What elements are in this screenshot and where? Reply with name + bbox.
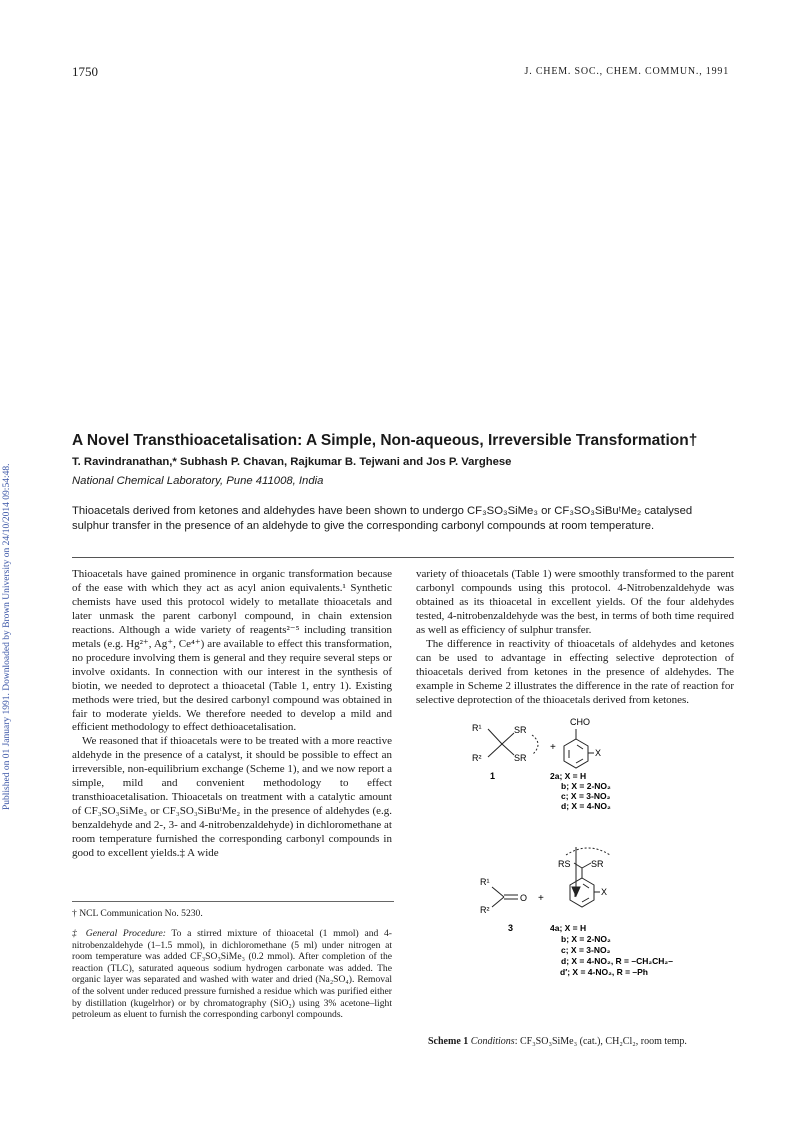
sr-top-label: SR xyxy=(514,725,527,735)
list-4-item: c; X = 3-NO₂ xyxy=(561,945,611,955)
authors: T. Ravindranathan,* Subhash P. Chavan, Rajkumar B. Tejwani and Jos P. Varghese xyxy=(72,456,512,468)
list-2-item: c; X = 3-NO₂ xyxy=(561,791,611,801)
caption-text: : CF₃SO₃SiMe₃ (cat.), CH₂Cl₂, room temp. xyxy=(514,1036,687,1047)
abstract: Thioacetals derived from ketones and aldehydes have been shown to undergo CF₃SO₃SiMe₃ or CF₃SO₃SiBuᵗMe₂ catalysed sulphur transfer in the presence of an aldehyde to give the corresponding carbonyl compounds at room temperature. xyxy=(72,505,693,533)
list-2-item: 2a; X = H xyxy=(550,771,587,781)
list-4-item: d; X = 4-NO₂, R = –CH₂CH₂– xyxy=(561,956,673,966)
compound-3-label: 3 xyxy=(508,923,514,933)
r2-label: R² xyxy=(480,905,490,915)
footnote-label: ‡ General Procedure: xyxy=(72,928,166,939)
plus-sign: + xyxy=(550,742,556,753)
scheme-caption xyxy=(428,1036,687,1047)
footnote-general-procedure xyxy=(72,928,392,1021)
r1-label: R¹ xyxy=(472,723,482,733)
right-column xyxy=(416,568,734,708)
scheme-drawing xyxy=(470,717,710,1043)
oxygen-label: O xyxy=(520,893,528,903)
journal-header: J. CHEM. SOC., CHEM. COMMUN., 1991 xyxy=(524,66,729,77)
left-column xyxy=(72,568,392,861)
r1-label: R¹ xyxy=(480,877,490,887)
paragraph: The difference in reactivity of thioacetals of aldehydes and ketones can be used to advantage in effecting selective deprotection of thioacetals derived from ketones in the presence of aldehydes. The example in Scheme 2 illustrates the difference in the rate of reaction for selective deprotection of the thioacetals derived from ketones. xyxy=(416,637,734,706)
x-label: X xyxy=(601,887,608,897)
r2-label: R² xyxy=(472,753,482,763)
paragraph: variety of thioacetals (Table 1) were smoothly transformed to the parent carbonyl compounds using this protocol. 4-Nitrobenzaldehyde was obtained as its thioacetal in excellent yields. Of the four aldehydes tested, 4-nitrobenzaldehyde was the best, in terms of both time required as well as efficiency of sulphur transfer. xyxy=(416,568,734,636)
scheme-1 xyxy=(470,717,710,1043)
x-label: X xyxy=(595,748,602,758)
footnote-dagger: † NCL Communication No. 5230. xyxy=(72,908,203,919)
plus-sign: + xyxy=(538,893,544,904)
sr-product-label: SR xyxy=(591,859,604,869)
side-watermark xyxy=(2,270,14,810)
footnote-rule xyxy=(72,901,394,902)
cho-label: CHO xyxy=(570,717,590,727)
paragraph: Thioacetals have gained prominence in organic transformation because of the ease with which they act as acyl anion equivalents.¹ Synthetic chemists have used this protocol widely to metallate thioacetals and later unmask the parent carbonyl compound, in chain extension reactions. Although a wide variety of reagents²⁻⁵ including transition metals (e.g. Hg²⁺, Ag⁺, Ce⁴⁺) are available to effect this transformation, no procedure involving them is general and they require several steps or involve oxidants. In connection with our interest in the synthesis of biotin, we needed to deprotect a thioacetal (Table 1, entry 1). Existing methods were tried, but the desired carbonyl compound was obtained in fair to moderate yields. We therefore needed to develop a mild and efficient methodology to effect dethioacetalisation. xyxy=(72,568,392,734)
affiliation: National Chemical Laboratory, Pune 411008, India xyxy=(72,475,324,487)
list-4-item: d′; X = 4-NO₂, R = –Ph xyxy=(560,967,649,977)
sr-bottom-label: SR xyxy=(514,753,527,763)
compound-1-label: 1 xyxy=(490,771,496,781)
abstract-rule xyxy=(72,557,734,558)
list-4-item: 4a; X = H xyxy=(550,923,587,933)
footnote-text: To a stirred mixture of thioacetal (1 mmol) and 4-nitrobenzaldehyde (1–1.5 mmol), in dichloromethane (5 ml) under nitrogen at room temperature was added CF₃SO₃SiMe₃ (0.2 mmol). After completion of the reaction (TLC), saturated aqueous sodium hydrogen carbonate was added. The organic layer was separated and washed with water and dried (Na₂SO₄). Removal of the solvent under reduced pressure furnished a residue which was purified either by distillation (kugelrhor) or by chromatography (SiO₂) using 3% acetone–light petroleum as eluent to furnish the corresponding carbonyl compounds. xyxy=(72,928,392,1021)
rs-label: RS xyxy=(558,859,571,869)
list-4-item: b; X = 2-NO₂ xyxy=(561,934,611,944)
list-2-item: d; X = 4-NO₂ xyxy=(561,801,611,811)
side-text: Published on 01 January 1991. Downloaded by Brown University on 24/10/2014 09:54:48. xyxy=(2,463,12,810)
paragraph: We reasoned that if thioacetals were to be treated with a more reactive aldehyde in the presence of a catalyst, it should be possible to effect an irreversible, non-equilibrium exchange (Scheme 1), and we now report a simple, mild and convenient methodology to effect transthioacetalisation. Thioacetals on treatment with a catalytic amount of CF₃SO₃SiMe₃ or CF₃SO₃SiBuᵗMe₂ in the presence of aldehydes (e.g. benzaldehyde and 2-, 3- and 4-nitrobenzaldehyde) in dichloromethane at room temperature furnished the corresponding carbonyl compounds in good to excellent yields.‡ A wide xyxy=(72,735,392,860)
caption-label: Scheme 1 xyxy=(428,1036,469,1047)
caption-italic: Conditions xyxy=(470,1036,515,1047)
page-number: 1750 xyxy=(72,64,98,79)
article-title: A Novel Transthioacetalisation: A Simple, Non-aqueous, Irreversible Transformation† xyxy=(72,432,698,449)
list-2-item: b; X = 2-NO₂ xyxy=(561,781,611,791)
